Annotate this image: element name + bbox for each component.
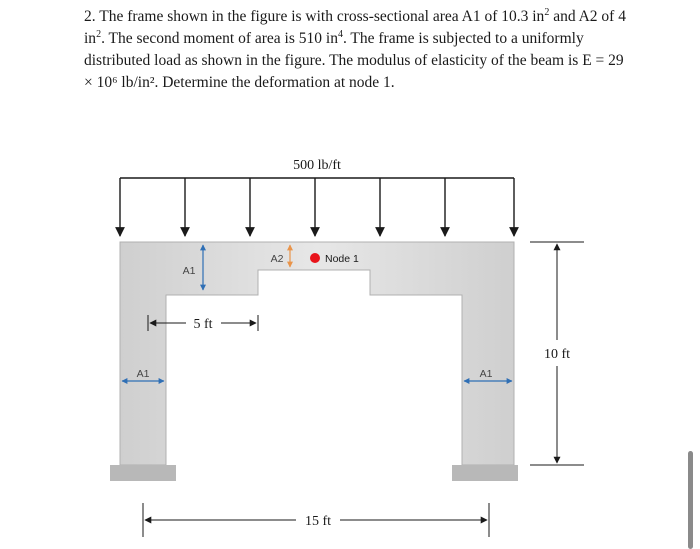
node-1-marker	[310, 253, 320, 263]
problem-text-3: . The second moment of area is 510 in	[101, 30, 338, 47]
load-arrows	[120, 178, 514, 236]
section-label-a2: A2	[270, 253, 284, 265]
scrollbar-thumb[interactable]	[688, 451, 693, 549]
load-label: 500 lb/ft	[293, 158, 341, 173]
left-support	[110, 465, 176, 481]
problem-text-5: . Determine the deformation at node 1.	[154, 74, 395, 91]
problem-text-4: . The frame is subjected to a uniformly distributed load as shown in the figure. The modulus of elasticity of the beam is	[84, 30, 584, 69]
unit-exponent: 2	[96, 28, 102, 40]
modulus-expression: E = 29 × 10⁶ lb/in²	[84, 52, 624, 91]
dimension-label-10ft: 10 ft	[543, 347, 571, 362]
right-support	[452, 465, 518, 481]
dimension-10ft	[530, 242, 584, 465]
section-label-a1: A1	[182, 265, 196, 277]
problem-number: 2.	[84, 8, 96, 25]
dimension-label-15ft: 15 ft	[304, 514, 332, 529]
section-label-a1-left: A1	[136, 368, 150, 380]
unit-exponent: 4	[337, 28, 343, 40]
dimension-label-5ft: 5 ft	[193, 317, 213, 332]
distributed-load	[120, 158, 514, 236]
problem-text-1: The frame shown in the figure is with cross-sectional area A1 of 10.3 in	[99, 8, 545, 25]
frame-body	[120, 242, 514, 465]
dimension-15ft	[143, 503, 489, 537]
unit-exponent: 2	[544, 6, 550, 18]
section-label-a1-right: A1	[479, 368, 493, 380]
problem-text-2: and A2 of 4 in	[84, 8, 626, 47]
node-1-label: Node 1	[325, 253, 359, 265]
